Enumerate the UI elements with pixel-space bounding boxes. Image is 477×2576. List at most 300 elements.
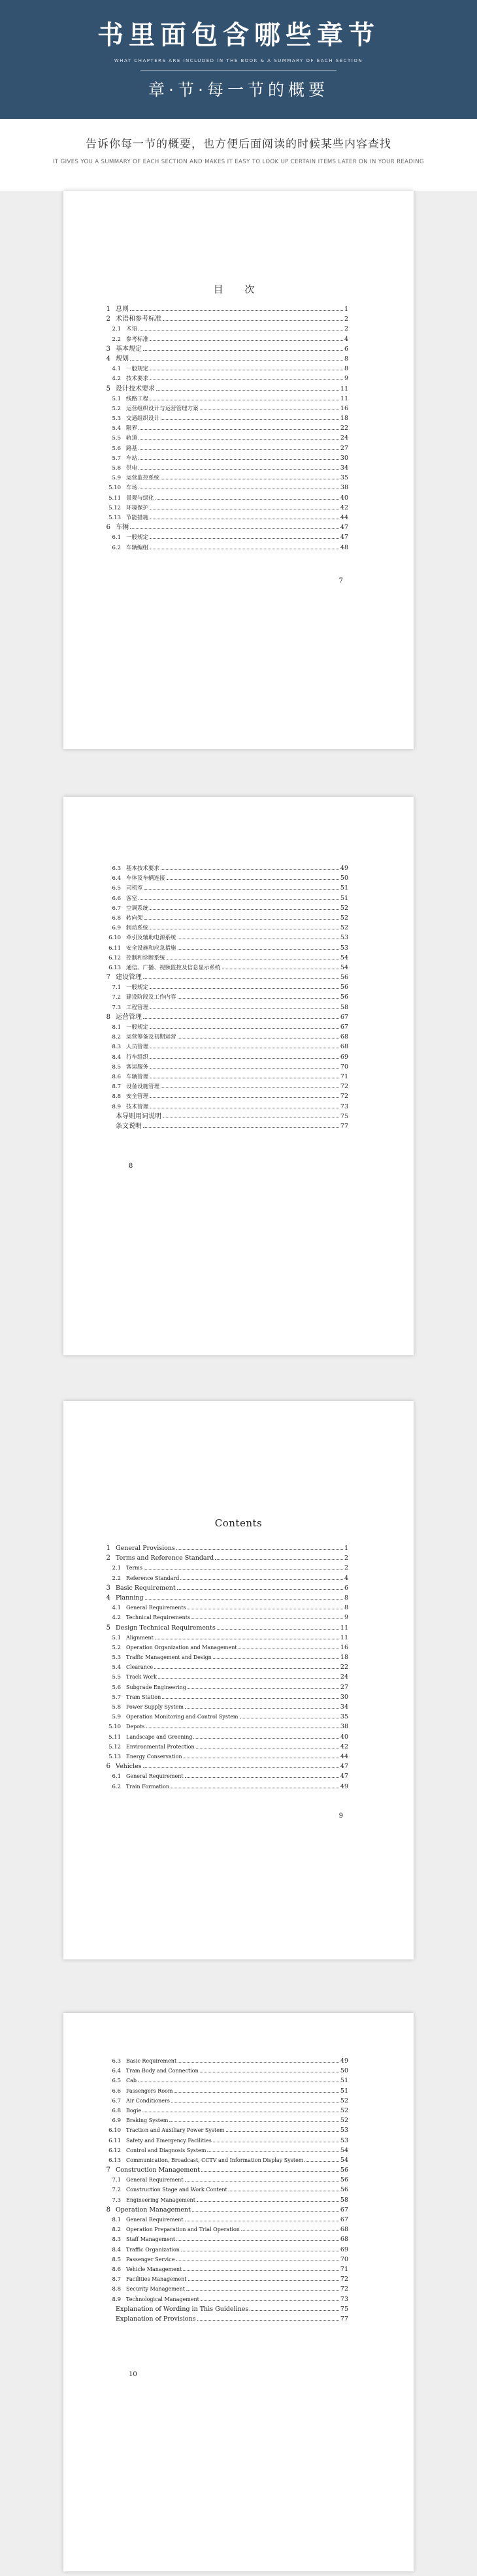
toc-entry [103,1652,348,1662]
toc-dot-leader [176,2240,339,2241]
toc-entry-number: 8.9 [112,2296,121,2303]
toc-entry [103,1682,348,1692]
toc-entry-number: 5.13 [108,514,121,521]
toc-entry-title: 人员管理 [126,1044,149,1051]
toc-entry-title: Train Formation [126,1783,170,1790]
toc-entry-title: 基本技术要求 [126,865,160,872]
toc-entry-page: 24 [340,434,348,442]
toc-entry-number: 4.1 [112,366,121,373]
toc-entry [103,913,348,923]
intro-section [0,119,477,191]
toc-entry-page: 56 [340,2166,348,2174]
toc-entry-number: 1 [106,1545,110,1552]
toc-entry-title: Vehicle Management [126,2266,182,2272]
toc-entry-number: 5.1 [112,395,121,402]
toc-dot-leader [163,320,343,321]
toc-entry [103,413,348,423]
toc-entry-number: 4.2 [112,376,121,383]
toc-entry-number: 5 [106,1624,110,1632]
toc-entry-page: 49 [340,865,348,872]
toc-entry [103,1722,348,1731]
toc-entry-number: 6.12 [108,2147,121,2154]
toc-dot-leader [192,2211,339,2212]
toc-dot-leader [139,899,339,900]
toc-dot-leader [185,1708,339,1709]
toc-entry-page: 40 [340,1733,348,1741]
toc-entry [103,982,348,992]
toc-dot-leader [144,889,339,890]
toc-entry-title: 运营筹备及初期运营 [126,1034,176,1041]
toc-entry-title: 限界 [126,425,138,432]
toc-dot-leader [143,1767,339,1768]
toc-entry [103,1032,348,1042]
toc-entry [103,2304,348,2314]
toc-entry [103,2284,348,2294]
toc-dot-leader [130,310,343,311]
toc-entry-number: 6.6 [112,895,121,902]
toc-entry-number: 8.1 [112,1024,121,1031]
toc-dot-leader [178,949,339,950]
toc-entry-page: 2 [344,1554,348,1562]
toc-entry-number: 6.4 [112,2068,121,2075]
toc-entry [103,903,348,913]
toc-entry-title: Staff Management [126,2236,176,2243]
toc-entry-page: 2 [344,1564,348,1572]
intro-text-cn: 告诉你每一节的概要，也方便后面阅读的时候某些内容查找 [86,138,391,151]
toc-entry-title: Operation Organization and Management [126,1644,237,1650]
toc-entry-page: 16 [340,404,348,412]
toc-entry-number: 6.7 [112,905,121,912]
toc-entry [103,2205,348,2215]
toc-entry-title: Control and Diagnosis System [126,2147,206,2153]
toc-dot-leader [143,1018,339,1019]
toc-dot-leader [185,2181,339,2182]
toc-entry-number: 5.8 [112,465,121,472]
toc-entry-title: 术语和参考标准 [116,315,161,323]
toc-entry [103,1672,348,1682]
toc-title-en: Contents [214,1517,263,1529]
toc-entry-page: 73 [340,2295,348,2303]
toc-entry-title: 控制和诊断系统 [126,954,165,961]
toc-entry-number: 5.11 [108,494,121,502]
toc-entry-title: Terms and Reference Standard [116,1554,214,1562]
toc-entry-title: 交通组织设计 [126,415,160,423]
toc-dot-leader [161,1087,339,1088]
toc-entry-page: 47 [340,524,348,532]
toc-entry-page: 4 [344,1574,348,1582]
toc-entry-page: 34 [340,1703,348,1711]
toc-entry [103,2096,348,2106]
toc-entry [103,1543,348,1553]
toc-dot-leader [201,2300,339,2301]
toc-entry-title: Alignment [126,1634,154,1641]
toc-dot-leader [174,2092,338,2093]
toc-entry-number: 6 [106,524,110,532]
toc-dot-leader [150,538,339,539]
toc-entry-page: 11 [340,385,348,393]
toc-entry-page: 38 [340,1723,348,1731]
toc-entry-number: 5.3 [112,415,121,423]
toc-dot-leader [197,2320,339,2321]
toc-entry-page: 44 [340,513,348,521]
toc-entry-title: 技术要求 [126,376,149,383]
toc-entry-title: 车站 [126,455,138,462]
toc-entry-title: General Provisions [116,1545,175,1552]
toc-entry-number: 5.2 [112,1644,121,1651]
toc-entry-page: 53 [340,2136,348,2144]
toc-entry [103,1662,348,1672]
toc-dot-leader [215,1559,343,1560]
toc-entry-title: Facilities Management [126,2276,187,2283]
toc-entry [103,394,348,404]
toc-entry-page: 53 [340,934,348,942]
toc-entry-number: 6.3 [112,2058,121,2065]
toc-entry [103,2274,348,2284]
toc-entry-page: 47 [340,1773,348,1780]
toc-dot-leader [217,1629,339,1630]
toc-dot-leader [177,1589,343,1590]
header-banner [0,0,477,119]
toc-entry-title: Depots [126,1724,145,1730]
toc-entry-page: 72 [340,1093,348,1101]
toc-entry [103,894,348,903]
toc-entry-title: Operation Management [116,2206,191,2214]
toc-entry-title: Passengers Room [126,2087,173,2094]
toc-entry-page: 42 [340,1743,348,1750]
toc-dot-leader [167,879,339,880]
toc-entry [103,1603,348,1613]
toc-entry-page: 68 [340,2236,348,2244]
toc-dot-leader [191,1618,343,1619]
toc-dot-leader [197,2201,339,2202]
toc-entry [103,1072,348,1082]
banner-subtitle-en: WHAT CHAPTERS ARE INCLUDED IN THE BOOK & A SUMMARY OF EACH SECTION [114,58,363,63]
toc-entry-page: 35 [340,474,348,482]
toc-entry-page: 6 [344,1584,348,1592]
toc-entry-title: Vehicles [116,1763,142,1771]
toc-title-cn: 目 次 [213,283,264,295]
banner-subtitle-cn: 章·节·每一节的概要 [148,80,329,99]
toc-entry-title: 车辆 [116,524,129,532]
toc-entry-page: 51 [340,2087,348,2095]
toc-dot-leader [150,379,343,380]
toc-entry-page: 8 [344,1594,348,1602]
toc-entry-number: 5.2 [112,405,121,412]
toc-entry-title: 基本规定 [116,345,142,353]
toc-dot-leader [207,2151,338,2152]
toc-entry-title: Cab [126,2078,137,2084]
toc-dot-leader [156,499,339,500]
toc-entry-number: 5.4 [112,425,121,432]
toc-entry-number: 6.8 [112,2107,121,2114]
toc-entry [103,883,348,893]
toc-entry-page: 72 [340,1083,348,1091]
toc-entry-page: 51 [340,2077,348,2085]
toc-entry [103,953,348,963]
toc-entry [103,523,348,532]
toc-entry-title: 参考标准 [126,336,149,343]
toc-entry-number: 4 [106,355,110,362]
toc-entry-title: 条文说明 [116,1122,142,1130]
toc-entry [103,863,348,873]
toc-entry [103,1593,348,1603]
toc-entry-title: 司机室 [126,885,143,892]
toc-entry-title: 安全管理 [126,1093,149,1101]
toc-entry-page: 30 [340,1693,348,1701]
toc-dot-leader [226,2131,339,2132]
toc-entry-title: 术语 [126,326,138,333]
toc-entry [103,354,348,364]
toc-entry-title: Landscape and Greening [126,1733,193,1740]
toc-entry [103,2136,348,2146]
toc-entry-page: 11 [340,1624,348,1632]
toc-entry [103,404,348,413]
toc-entry-page: 56 [340,2186,348,2194]
toc-dot-leader [161,419,339,420]
toc-entry-number: 2.2 [112,336,121,343]
toc-entry-number: 7.3 [112,1004,121,1011]
toc-page-cn-2 [63,797,414,1355]
toc-entry [103,2215,348,2225]
toc-entry [103,2165,348,2175]
toc-entry-number: 8.5 [112,2256,121,2263]
toc-dot-leader [241,2230,339,2231]
toc-entry-title: Air Conditioners [126,2097,170,2104]
toc-entry-page: 2 [344,315,348,323]
toc-entry [103,933,348,942]
toc-entry-number: 6.3 [112,865,121,872]
toc-entry-title: 建设管理 [116,974,142,982]
toc-entry [103,2314,348,2324]
toc-entry-title: Explanation of Provisions [116,2315,196,2323]
toc-entry-page: 67 [340,1013,348,1021]
toc-entry-page: 56 [340,984,348,991]
toc-entry-title: 环境保护 [126,504,149,511]
toc-entry [103,1121,348,1131]
toc-entry-title: 牵引及辅助电源系统 [126,935,176,942]
toc-entry-number: 2.2 [112,1575,121,1582]
toc-entry-number: 6.9 [112,2117,121,2125]
toc-entry-page: 56 [340,993,348,1001]
toc-entry-number: 5.9 [112,1714,121,1721]
toc-entry-number: 8.8 [112,1093,121,1101]
toc-entry [103,2056,348,2066]
toc-entry-number: 6.1 [112,534,121,541]
toc-dot-leader [188,2280,339,2281]
toc-entry [103,973,348,982]
toc-entry [103,543,348,553]
toc-dot-leader [161,869,339,870]
toc-entry-page: 24 [340,1673,348,1681]
toc-entry-page: 22 [340,1664,348,1671]
toc-entry-title: 节能措施 [126,514,149,521]
toc-dot-leader [143,1127,339,1128]
toc-entry-title: 运营监控系统 [126,475,160,482]
toc-entry-page: 67 [340,1023,348,1031]
toc-entry-title: 客运服务 [126,1063,149,1071]
toc-entry-title: Clearance [126,1664,154,1671]
toc-entry [103,463,348,473]
toc-dot-leader [139,469,339,470]
toc-entry [103,364,348,374]
toc-entry-number: 4.1 [112,1605,121,1612]
toc-dot-leader [150,1008,339,1009]
toc-entry-number: 5.11 [108,1733,121,1741]
toc-entry-page: 70 [340,1063,348,1071]
toc-entry-number: 6.8 [112,914,121,922]
toc-entry [103,304,348,314]
toc-entry-page: 54 [340,2146,348,2154]
toc-dot-leader [162,1698,339,1699]
toc-entry [103,334,348,344]
toc-entry-title: 本导则用词说明 [116,1112,161,1120]
toc-dot-leader [158,1678,339,1679]
page-number: 8 [129,1163,133,1170]
toc-entry-number: 5.5 [112,1674,121,1681]
toc-entry [103,1692,348,1702]
toc-entry [103,1563,348,1573]
toc-entry [103,2076,348,2085]
toc-entry-number: 8 [106,1013,110,1021]
toc-entry [103,2195,348,2205]
toc-dot-leader [150,909,339,910]
toc-list [103,2056,348,2324]
toc-entry-number: 2 [106,315,110,323]
page-number: 7 [338,577,343,585]
toc-entry-number: 5.6 [112,445,121,452]
toc-entry-number: 4 [106,1594,110,1602]
toc-entry-page: 71 [340,1072,348,1080]
toc-entry-title: Terms [126,1565,142,1571]
toc-entry [103,2086,348,2096]
toc-entry-page: 68 [340,1043,348,1051]
toc-entry-page: 8 [344,1604,348,1612]
toc-entry-number: 6.9 [112,925,121,932]
toc-entry-page: 8 [344,355,348,362]
toc-entry-title: Operation Monitoring and Control System [126,1714,238,1720]
toc-entry-title: Technical Requirements [126,1615,191,1621]
toc-dot-leader [183,2270,339,2271]
toc-entry [103,1702,348,1712]
toc-entry-page: 52 [340,2097,348,2104]
toc-entry-title: 一般规定 [126,534,149,541]
toc-entry-number: 5.7 [112,1694,121,1701]
toc-entry-page: 52 [340,2117,348,2125]
toc-entry-number: 8.9 [112,1103,121,1110]
toc-entry [103,1091,348,1101]
toc-entry-number: 8.8 [112,2286,121,2293]
toc-entry-number: 6.5 [112,2078,121,2085]
toc-entry-page: 68 [340,2226,348,2234]
toc-entry-title: 路基 [126,445,138,452]
toc-entry-page: 69 [340,2246,348,2253]
toc-entry-title: General Requirements [126,1605,186,1611]
toc-entry-number: 8.7 [112,2276,121,2283]
toc-entry-number: 6.10 [108,2127,121,2134]
toc-entry-page: 2 [344,325,348,333]
toc-entry-page: 22 [340,425,348,432]
toc-entry-title: General Requirement [126,1773,184,1780]
toc-list [103,863,348,1131]
toc-entry [103,1752,348,1762]
toc-page-en-1 [63,1401,414,1959]
toc-entry-number: 5.12 [108,1743,121,1750]
toc-entry-title: 设计技术要求 [116,385,155,393]
toc-entry-page: 75 [340,2305,348,2313]
toc-entry-number: 5.4 [112,1664,121,1671]
toc-dot-leader [150,340,343,341]
toc-entry-page: 53 [340,2127,348,2134]
toc-entry-page: 67 [340,2206,348,2214]
toc-entry-page: 58 [340,2196,348,2204]
toc-entry-title: Planning [116,1594,144,1602]
toc-entry-page: 35 [340,1713,348,1721]
toc-entry-number: 8.3 [112,2236,121,2244]
toc-entry-page: 47 [340,534,348,541]
toc-entry-number: 5.5 [112,435,121,442]
toc-entry [103,2155,348,2165]
toc-entry-page: 77 [340,2315,348,2323]
toc-entry-number: 6.2 [112,1783,121,1790]
toc-dot-leader [150,988,339,989]
toc-entry-title: Track Work [126,1674,157,1681]
toc-entry-page: 75 [340,1112,348,1120]
toc-entry [103,1573,348,1583]
toc-entry-title: 安全设施和应急措施 [126,944,176,952]
toc-entry [103,1042,348,1052]
toc-dot-leader [139,459,339,460]
toc-entry [103,344,348,354]
toc-entry [103,1012,348,1022]
toc-entry [103,503,348,513]
toc-entry [103,1553,348,1563]
toc-entry-page: 34 [340,464,348,472]
toc-dot-leader [180,1579,343,1580]
toc-entry [103,493,348,503]
toc-entry [103,1583,348,1593]
toc-entry-page: 77 [340,1122,348,1130]
toc-entry-number: 5 [106,385,110,393]
toc-entry-title: 一般规定 [126,366,149,373]
toc-dot-leader [178,2062,339,2063]
toc-entry-title: Basic Requirement [116,1584,176,1592]
toc-entry-number: 7 [106,2166,110,2174]
toc-entry-page: 16 [340,1643,348,1651]
toc-entry-number: 5.6 [112,1684,121,1691]
toc-entry [103,2116,348,2125]
toc-entry-number: 5.1 [112,1634,121,1641]
toc-entry-number: 6.4 [112,875,121,882]
toc-entry-title: 景观与绿化 [126,494,154,502]
toc-entry-page: 68 [340,1033,348,1041]
toc-entry [103,2175,348,2185]
toc-entry-number: 6.2 [112,544,121,551]
toc-dot-leader [156,390,339,391]
toc-entry-page: 49 [340,2057,348,2065]
toc-entry [103,943,348,953]
toc-entry-page: 11 [340,1634,348,1641]
toc-entry-page: 27 [340,1683,348,1691]
toc-entry-number: 6.11 [108,2137,121,2144]
toc-dot-leader [139,429,339,430]
toc-entry [103,1102,348,1112]
toc-entry-number: 5.10 [108,485,121,492]
toc-entry [103,324,348,334]
toc-dot-leader [150,1097,339,1098]
toc-dot-leader [154,1668,339,1669]
toc-entry-number: 6.13 [108,964,121,971]
toc-entry-number: 5.10 [108,1724,121,1731]
